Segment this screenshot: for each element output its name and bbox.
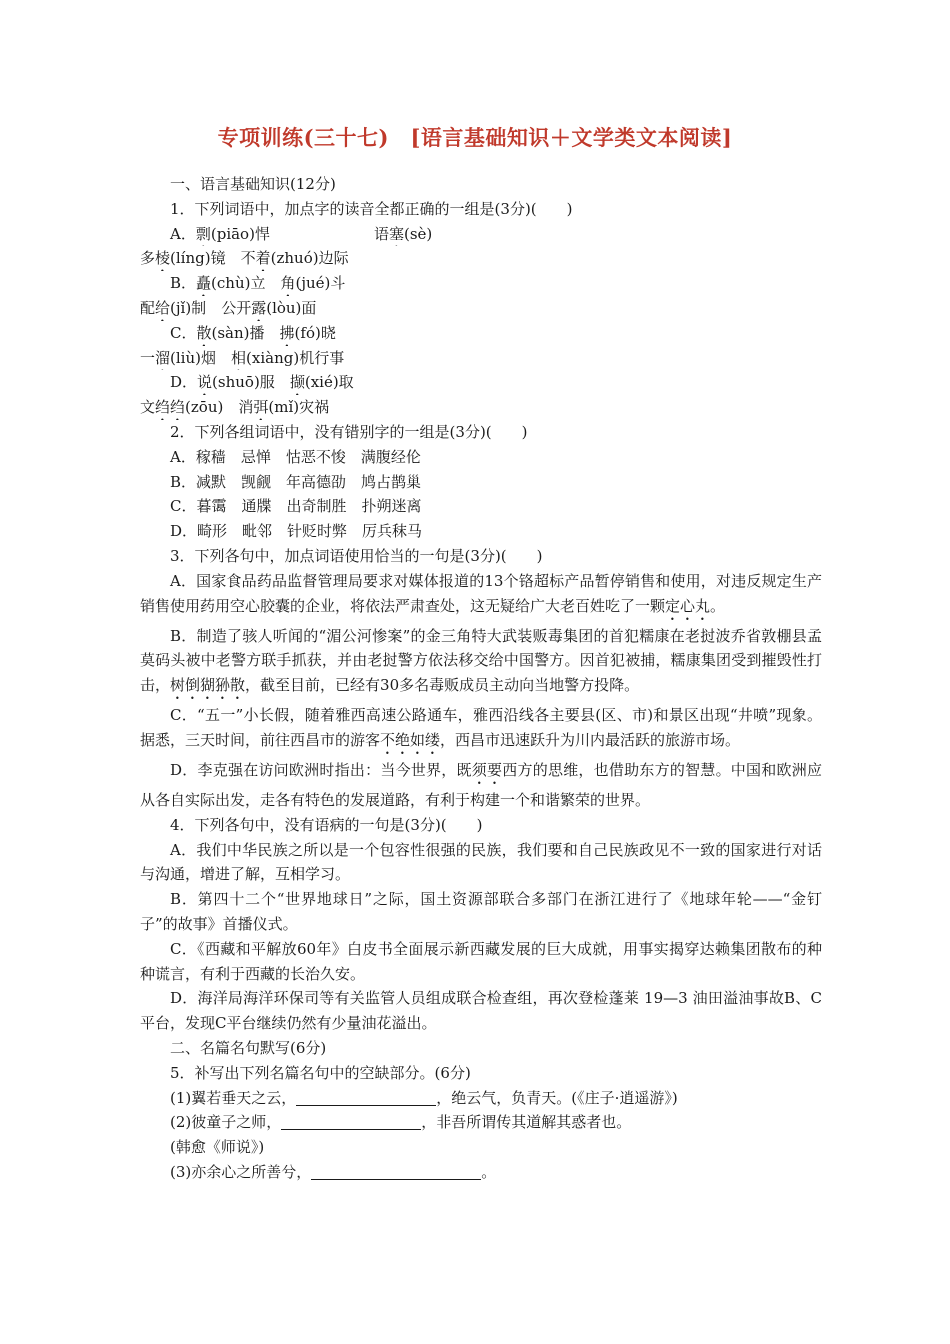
question-5-line-2-source: (韩愈《师说》) xyxy=(170,1138,265,1157)
question-4-option-a: A．我们中华民族之所以是一个包容性很强的民族，我们要和自己民族政见不一致的国家进行对话与沟通，增进了解，互相学习。 xyxy=(140,840,822,884)
question-4-stem: 4．下列各句中，没有语病的一句是(3分)( ) xyxy=(170,815,483,834)
fill-in-blank-1[interactable] xyxy=(296,1089,436,1106)
question-1-option-b-line2: 配给(jǐ)制 公开露(lòu)面 xyxy=(140,298,317,317)
question-2-option-a: A．稼穑 忌惮 怙恶不悛 满腹经伦 xyxy=(170,447,421,466)
question-1-option-c-line2: 一溜(liù)烟 相(xiàng)机行事 xyxy=(140,348,345,367)
question-1-stem: 1．下列词语中，加点字的读音全都正确的一组是(3分)( ) xyxy=(170,199,573,218)
question-5-line-3: (3)亦余心之所善兮， 。 xyxy=(170,1162,497,1181)
question-2-stem: 2．下列各组词语中，没有错别字的一组是(3分)( ) xyxy=(170,422,528,441)
question-4-option-b: B．第四十二个“世界地球日”之际，国土资源部联合多部门在浙江进行了《地球年轮——“金钉子”的故事》首播仪式。 xyxy=(140,890,822,933)
question-3-option-d: D．李克强在访问欧洲时指出：当今世界，既须要西方的思维，也借助东方的智慧。中国和欧洲应从各自实际出发，走各有特色的发展道路，有利于构建一个和谐繁荣的世界。 xyxy=(140,760,822,809)
question-5-line-2: (2)彼童子之师， ，非吾所谓传其道解其惑者也。 xyxy=(170,1113,632,1132)
question-1-option-d-line1: D．说(shuō)服 撷(xié)取 xyxy=(170,373,354,392)
question-1-option-c-line1: C．散(sàn)播 拂(fó)晓 xyxy=(170,323,336,342)
question-1-option-d-line2: 文绉绉(zōu) 消弭(mǐ)灾祸 xyxy=(140,398,330,417)
page-title: 专项训练(三十七) [语言基础知识＋文学类文本阅读] xyxy=(217,125,733,150)
section-heading-recitation: 二、名篇名句默写(6分) xyxy=(170,1038,327,1057)
question-2-option-c: C．暮霭 通牒 出奇制胜 扑朔迷离 xyxy=(170,497,422,516)
fill-in-blank-3[interactable] xyxy=(311,1163,481,1180)
question-5-stem: 5．补写出下列名篇名句中的空缺部分。(6分) xyxy=(170,1063,471,1082)
document-body xyxy=(140,172,822,1185)
question-3-option-c: C．“五一”小长假，随着雅西高速公路通车，雅西沿线各主要县(区、市)和景区出现“井喷”现象。据悉，三天时间，前往西昌市的游客不绝如缕，西昌市迅速跃升为川内最活跃的旅游市场。 xyxy=(140,706,822,749)
question-4-option-d: D．海洋局海洋环保司等有关监管人员组成联合检查组，再次登检蓬莱 19—3 油田溢油事故B、C平台，发现C平台继续仍然有少量油花溢出。 xyxy=(140,989,822,1033)
question-2-option-b: B．减默 觊觎 年高德劭 鸠占鹊巢 xyxy=(170,472,422,491)
fill-in-blank-2[interactable] xyxy=(281,1113,421,1130)
question-3-stem: 3．下列各句中，加点词语使用恰当的一句是(3分)( ) xyxy=(170,546,543,565)
question-1-option-b-line1: B．矗(chù)立 角(jué)斗 xyxy=(170,274,346,293)
question-3-option-a: A．国家食品药品监督管理局要求对媒体报道的13个铬超标产品暂停销售和使用，对违反规定生产销售使用药用空心胶囊的企业，将依法严肃查处，这无疑给广大老百姓吃了一颗定心丸。 xyxy=(140,571,822,615)
section-heading-language-basics: 一、语言基础知识(12分) xyxy=(170,175,336,193)
question-2-option-d: D．畸形 毗邻 针贬时弊 厉兵秣马 xyxy=(170,522,423,541)
question-4-option-c: C．《西藏和平解放60年》白皮书全面展示新西藏发展的巨大成就，用事实揭穿达赖集团散布的种种谎言，有利于西藏的长治久安。 xyxy=(140,939,822,983)
question-1-option-a-line1: A．剽(piāo)悍 语塞(sè) xyxy=(170,224,433,243)
question-5-line-1: (1)翼若垂天之云， ，绝云气，负青天。(《庄子·逍遥游》) xyxy=(170,1088,678,1107)
question-1-option-a-line2: 多棱(líng)镜 不着(zhuó)边际 xyxy=(140,249,349,268)
question-3-option-b: B．制造了骇人听闻的“湄公河惨案”的金三角特大武装贩毒集团的首犯糯康在老挝波乔省敦棚县孟莫码头被中老警方联手抓获，并由老挝警方依法移交给中国警方。因首犯被捕，糯康集团受到摧毁性打击，树倒猢狲散，截至目前，已经有30多名毒贩成员主动向当地警方投降。 xyxy=(140,626,822,695)
